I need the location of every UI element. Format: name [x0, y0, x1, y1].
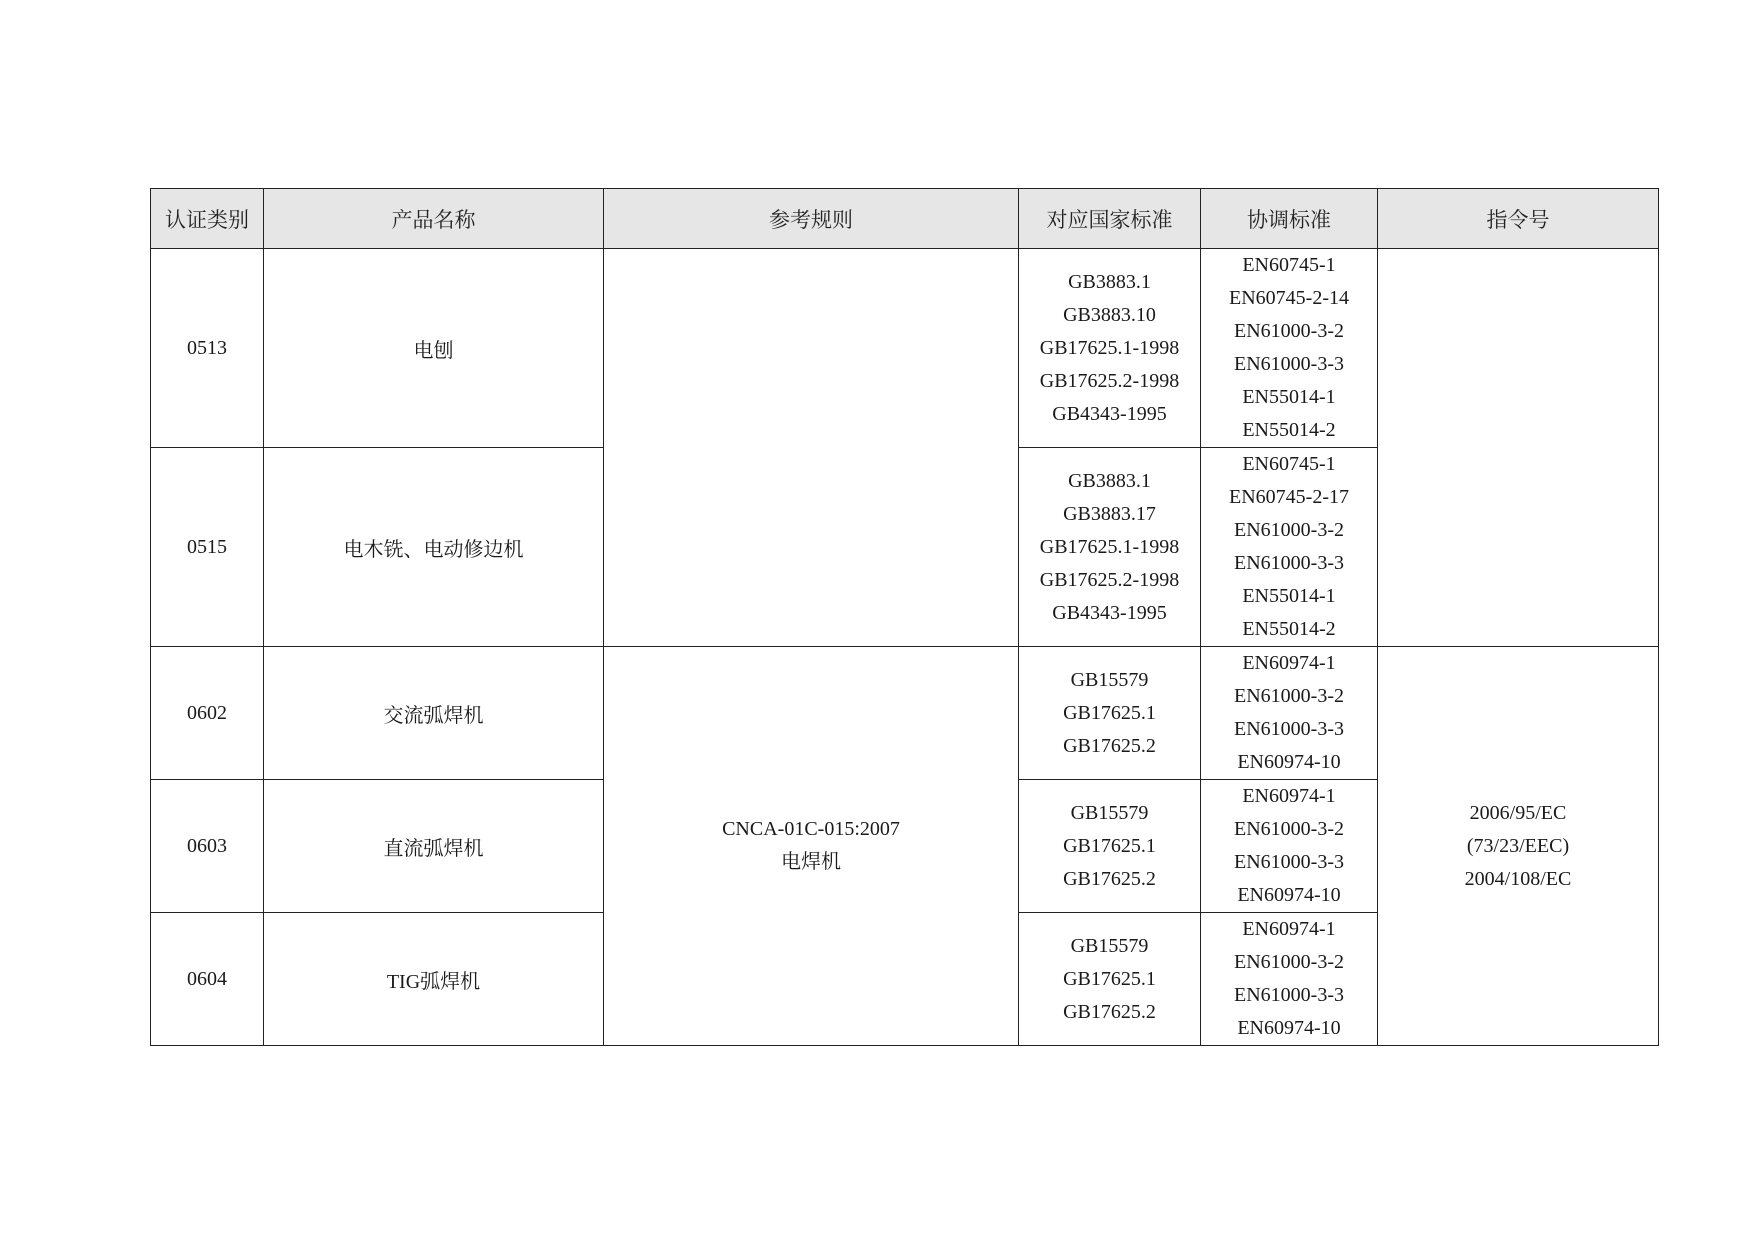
list-line: GB3883.1	[1068, 469, 1151, 492]
list-line: EN55014-1	[1242, 386, 1336, 408]
list-line: EN61000-3-2	[1234, 818, 1344, 840]
list-line: EN61000-3-3	[1234, 984, 1344, 1006]
national-standard-cell	[1019, 913, 1201, 1046]
en-standard-list	[1201, 448, 1377, 646]
category-code-cell: 0603	[151, 780, 264, 913]
list-line: GB15579	[1070, 668, 1149, 691]
list-line: EN60974-10	[1237, 1017, 1341, 1039]
en-standard-list	[1201, 913, 1377, 1045]
certification-standards-table	[150, 188, 1659, 1046]
list-line: GB17625.1	[1063, 701, 1156, 724]
list-line: GB3883.1	[1068, 270, 1151, 293]
directive-cell	[1378, 647, 1659, 1046]
gb-standard-list	[1019, 266, 1200, 431]
product-name-cell: 电刨	[264, 249, 604, 448]
directive-list	[1378, 797, 1658, 896]
harmonized-standard-cell	[1201, 647, 1378, 780]
table-row	[151, 249, 1659, 448]
list-line: GB17625.1-1998	[1039, 336, 1180, 359]
national-standard-cell	[1019, 647, 1201, 780]
list-line: EN61000-3-3	[1234, 353, 1344, 375]
list-line: GB17625.1-1998	[1039, 535, 1180, 558]
en-standard-list	[1201, 647, 1377, 779]
list-line: EN60974-1	[1242, 652, 1336, 674]
national-standard-cell	[1019, 249, 1201, 448]
list-line: GB15579	[1070, 801, 1149, 824]
list-line: GB4343-1995	[1052, 402, 1167, 425]
list-line: EN60745-1	[1242, 254, 1336, 276]
en-standard-list	[1201, 249, 1377, 447]
list-line: GB4343-1995	[1052, 601, 1167, 624]
harmonized-standard-cell	[1201, 913, 1378, 1046]
list-line: EN55014-2	[1242, 419, 1336, 441]
list-line: GB17625.2	[1063, 734, 1156, 757]
rule-list	[604, 813, 1018, 879]
list-line: EN61000-3-3	[1234, 718, 1344, 740]
category-code-cell: 0602	[151, 647, 264, 780]
product-name-cell: 直流弧焊机	[264, 780, 604, 913]
header-directive: 指令号	[1378, 189, 1659, 249]
directive-cell	[1378, 249, 1659, 647]
list-line: 电焊机	[781, 851, 841, 873]
list-line: EN60974-10	[1237, 751, 1341, 773]
list-line: EN60745-1	[1242, 453, 1336, 475]
header-national-standard: 对应国家标准	[1019, 189, 1201, 249]
product-name-cell: 电木铣、电动修边机	[264, 448, 604, 647]
list-line: GB17625.1	[1063, 967, 1156, 990]
header-category: 认证类别	[151, 189, 264, 249]
reference-rule-cell	[604, 647, 1019, 1046]
list-line: EN61000-3-2	[1234, 519, 1344, 541]
list-line: 2004/108/EC	[1464, 867, 1572, 890]
list-line: GB17625.2-1998	[1039, 369, 1180, 392]
list-line: EN60745-2-14	[1229, 287, 1349, 309]
header-reference-rule: 参考规则	[604, 189, 1019, 249]
list-line: EN55014-2	[1242, 618, 1336, 640]
list-line: EN61000-3-2	[1234, 320, 1344, 342]
list-line: EN55014-1	[1242, 585, 1336, 607]
list-line: GB17625.1	[1063, 834, 1156, 857]
category-code-cell: 0515	[151, 448, 264, 647]
list-line: EN60974-10	[1237, 884, 1341, 906]
list-line: GB3883.17	[1063, 502, 1156, 525]
header-harmonized-standard: 协调标准	[1201, 189, 1378, 249]
harmonized-standard-cell	[1201, 780, 1378, 913]
gb-standard-list	[1019, 465, 1200, 630]
list-line: 2006/95/EC	[1469, 801, 1567, 824]
list-line: EN61000-3-3	[1234, 851, 1344, 873]
gb-standard-list	[1019, 797, 1200, 896]
list-line: GB15579	[1070, 934, 1149, 957]
national-standard-cell	[1019, 780, 1201, 913]
table-row	[151, 647, 1659, 780]
list-line: EN60745-2-17	[1229, 486, 1349, 508]
product-name-cell: 交流弧焊机	[264, 647, 604, 780]
list-line: (73/23/EEC)	[1466, 834, 1570, 857]
category-code-cell: 0604	[151, 913, 264, 1046]
list-line: GB17625.2-1998	[1039, 568, 1180, 591]
list-line: EN60974-1	[1242, 918, 1336, 940]
harmonized-standard-cell	[1201, 448, 1378, 647]
list-line: EN61000-3-2	[1234, 685, 1344, 707]
list-line: GB17625.2	[1063, 1000, 1156, 1023]
list-line: EN61000-3-3	[1234, 552, 1344, 574]
gb-standard-list	[1019, 930, 1200, 1029]
list-line: GB3883.10	[1063, 303, 1156, 326]
en-standard-list	[1201, 780, 1377, 912]
list-line: EN60974-1	[1242, 785, 1336, 807]
category-code-cell: 0513	[151, 249, 264, 448]
product-name-cell: TIG弧焊机	[264, 913, 604, 1046]
header-product-name: 产品名称	[264, 189, 604, 249]
list-line: CNCA-01C-015:2007	[722, 818, 900, 840]
list-line: EN61000-3-2	[1234, 951, 1344, 973]
reference-rule-cell	[604, 249, 1019, 647]
list-line: GB17625.2	[1063, 867, 1156, 890]
gb-standard-list	[1019, 664, 1200, 763]
harmonized-standard-cell	[1201, 249, 1378, 448]
table-header-row	[151, 189, 1659, 249]
national-standard-cell	[1019, 448, 1201, 647]
